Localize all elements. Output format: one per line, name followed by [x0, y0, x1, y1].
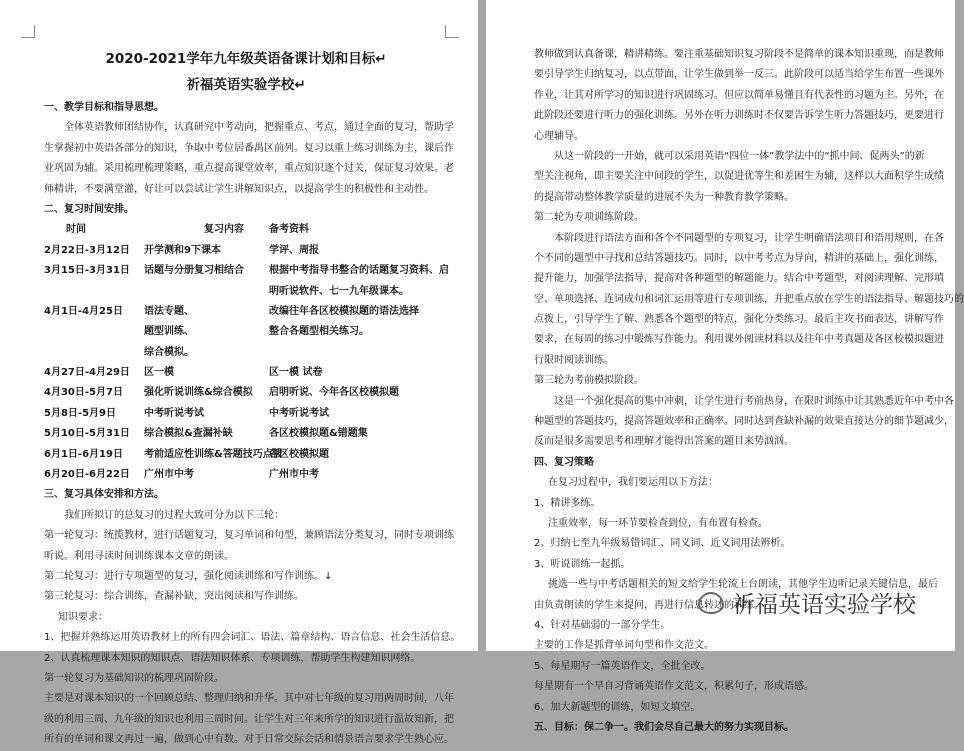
document-page-2 [486, 0, 964, 733]
section-heading: 四、复习策略 [534, 456, 594, 468]
paragraph-line: 3、听说训练一起抓。 [534, 558, 631, 570]
paragraph-line: 第三轮复习：综合训练，查漏补缺，突出阅读和写作训练。 [44, 591, 304, 603]
schedule-date: 5月8日-5月9日 [44, 407, 116, 419]
paragraph-line: 级的利用三周、九年级的知识也利用三周时间。让学生对三年来所学的知识进行温故知新，把 [44, 713, 454, 725]
paragraph-line: 空、单项选择、连词成句和词汇运用等进行专项训练，并把重点放在学生的语法指导、解题技巧的 [534, 293, 964, 305]
schedule-content: 综合模拟。 [144, 346, 194, 358]
schedule-date: 4月1日-4月25日 [44, 305, 123, 317]
paragraph-line: 由负责朗读的学生来提问，再进行信息转述的训练。 [534, 599, 764, 611]
paragraph-line: 1、精讲多练。 [534, 497, 601, 509]
schedule-date: 5月10日-5月31日 [44, 428, 130, 440]
schedule-content: 题型训练、 [144, 326, 194, 338]
schedule-material: 中考听说考试 [269, 407, 329, 419]
schedule-date [44, 343, 144, 363]
schedule-row [44, 241, 448, 261]
schedule-content: 中考听说考试 [144, 407, 204, 419]
paragraph-line: 1、把握并熟练运用英语教材上的所有四会词汇、语法、篇章结构、语言信息、社会生活信息。 [44, 632, 461, 644]
schedule-header [44, 220, 448, 240]
paragraph-line: 第二轮复习：进行专项题型的复习，强化阅读训练和写作训练。↓ [44, 570, 333, 582]
schedule-date: 3月15日-3月31日 [44, 265, 130, 277]
header-time: 时间 [66, 224, 86, 236]
paragraph-line: 要引导学生归纳复习，以点带面，让学生做到举一反三。此阶段可以适当给学生布置一些课外 [534, 69, 944, 81]
header-material: 备考资料 [269, 224, 309, 236]
schedule-date: 6月1日-6月19日 [44, 448, 123, 460]
paragraph-line: 师精讲，不要满堂灌，好让可以尝试让学生讲解知识点，以提高学生的积极性和主动性。 [44, 183, 434, 195]
crop-mark [22, 25, 35, 38]
schedule-row [44, 465, 448, 485]
paragraph-line: 4、针对基础弱的一部分学生。 [534, 619, 671, 631]
schedule-row [44, 363, 448, 383]
schedule-row [44, 404, 448, 424]
paragraph-line: 6、加大新题型的训练，如短文填空。 [534, 701, 701, 713]
schedule-row [44, 261, 448, 281]
paragraph-line: 在复习过程中，我们要运用以下方法： [548, 477, 718, 489]
paragraph-line: 2、认真梳理课本知识的知识点、语法知识体系、专项训练，帮助学生构建知识网络。 [44, 652, 421, 664]
document-title: 2020-2021学年九年级英语备课计划和目标↵ [105, 51, 387, 67]
paragraph-line: 提升能力，加强学法指导，提高对各种题型的解题能力。结合中考题型，对阅读理解、完形填 [534, 273, 944, 285]
schedule-row [44, 302, 448, 322]
paragraph-line: 主要的工作是抓背单词句型和作文范文。 [534, 640, 714, 652]
schedule-material: 各区校模拟题 [269, 448, 329, 460]
section-heading: 二、复习时间安排。 [44, 203, 134, 215]
page-2-content [534, 45, 964, 738]
paragraph-line: 5、每星期写一篇英语作文，全批全改。 [534, 660, 711, 672]
schedule-content: 强化听说训练&综合模拟 [144, 387, 253, 399]
paragraph-line: 第二轮为专项训练阶段。 [534, 212, 644, 224]
schedule-date [44, 282, 144, 302]
paragraph-line: 第一轮复习为基础知识的梳理巩固阶段。 [44, 672, 224, 684]
paragraph-line: 生掌握初中英语各部分的知识，争取中考位居番禺区前列。复习以重上练习训练为主，课后作 [44, 142, 454, 154]
watermark-text: 祈福英语实验学校 [732, 592, 916, 618]
schedule-date [44, 322, 144, 342]
schedule-material: 明听说软件、七一九年级课本。 [269, 285, 409, 297]
schedule-row [44, 282, 448, 302]
section-heading: 三、复习具体安排和方法。 [44, 489, 164, 501]
schedule-content: 广州市中考 [144, 469, 194, 481]
schedule-content: 区一模 [144, 367, 174, 379]
schedule-date: 4月30日-5月7日 [44, 387, 123, 399]
schedule-row [44, 383, 448, 403]
paragraph-line: 我们所拟订的总复习的过程大致可分为以下三轮： [64, 509, 284, 521]
paragraph-line: 每星期有一个早自习背诵英语作文范文，积累句子，形成语感。 [534, 681, 814, 693]
paragraph-line: 种题型的答题技巧，提高答题效率和正确率。同时达到查缺补漏的效果直接达分的细节题减少， [534, 416, 954, 428]
paragraph-line: 反而是很多需要思考和理解才能得出答案的题目来势汹汹。 [534, 436, 794, 448]
paragraph-line: 业巩固为辅。采用梳理梳理策略，重点提高课堂效率，重点知识逐个过关，保证复习效果。老 [44, 163, 454, 175]
paragraph-line: 第三轮为考前模拟阶段。 [534, 375, 644, 387]
schedule-material: 启明听说、今年各区校模拟题 [269, 387, 399, 399]
paragraph-line: 注重效率，每一环节要检查到位，有布置有检查。 [548, 517, 768, 529]
paragraph-line: 听说。利用寻读时间训练课本文章的朗读。 [44, 550, 234, 562]
schedule-material: 整合各题型相关练习。 [269, 326, 369, 338]
document-page-1 [0, 0, 478, 746]
paragraph-line: 所有的单词和课文再过一遍，做到心中有数。对于日常交际会话和情景语言要求学生熟心应。 [44, 734, 454, 746]
paragraph-line: 2、归纳七至九年级易错词汇、同义词、近义词用法辨析。 [534, 538, 791, 550]
schedule-table [44, 241, 448, 486]
schedule-content: 综合模拟&查漏补缺 [144, 428, 233, 440]
schedule-content: 开学测和9下课本 [144, 244, 221, 256]
watermark [698, 586, 916, 619]
goal-line: 五、目标：保二争一。我们会尽自己最大的努力实现目标。 [534, 721, 794, 733]
schedule-row [44, 445, 448, 465]
paragraph-line: 第一轮复习：统揽教材，进行话题复习，复习单词和句型，兼顾语法分类复习，同时专项训练 [44, 530, 454, 542]
paragraph-line: 个不同的题型中寻找和总结答题技巧。同时，以中考考点为导向，精讲的基础上，强化训练， [534, 252, 944, 264]
paragraph-line: 本阶段进行语法方面和各个不同题型的专项复习，让学生明确语法项目和语用规则，在各 [554, 232, 944, 244]
paragraph-line: 此阶段还要进行听力的强化训练。另外在听力训练时不仅要告诉学生听力答题技巧，更要进行 [534, 110, 944, 122]
schedule-row [44, 424, 448, 444]
paragraph-line: 行限时阅读训练。 [534, 354, 614, 366]
schedule-date: 4月27日-4月29日 [44, 367, 130, 379]
paragraph-line: 型关注视角，即主要关注中间段的学生，以促进优等生和差困生为辅，这样以大面积学生成绩 [534, 171, 944, 183]
paragraph-line: 心理辅导。 [534, 130, 584, 142]
schedule-date: 6月20日-6月22日 [44, 469, 130, 481]
schedule-material: 区一模 试卷 [269, 367, 323, 379]
paragraph-line: 全体英语教师团结协作，认真研究中考动向，把握重点、考点，通过全面的复习，帮助学 [64, 122, 454, 134]
school-name: 祈福英语实验学校↵ [186, 77, 306, 93]
schedule-material: 各区校模拟题&错题集 [269, 428, 368, 440]
paragraph-line: 教师做到认真备课，精讲精练。要注重基础知识复习阶段不是简单的课本知识重现，而是教师 [534, 49, 944, 60]
header-content: 复习内容 [204, 224, 244, 236]
schedule-content: 考前适应性训练&答题技巧点拨 [144, 448, 283, 460]
schedule-row [44, 322, 448, 342]
paragraph-line: 要求，在每周的练习中锻炼写作能力。利用课外阅读材料以及往年中考真题及各区校模拟题进 [534, 334, 944, 346]
crop-mark [445, 25, 458, 38]
wechat-icon [698, 592, 724, 614]
paragraph-line: 这是一个强化提高的集中冲刺，让学生进行考前热身，在限时训练中让其熟悉近年中考中各 [554, 395, 954, 407]
schedule-material: 改编往年各区校模拟题的语法选择 [269, 305, 419, 317]
paragraph-line: 知识要求： [58, 611, 108, 623]
schedule-content [144, 282, 269, 302]
page-1-content [44, 46, 461, 751]
schedule-content: 语法专题、 [144, 305, 194, 317]
paragraph-line: 的提高带动整体教学质量的进展不失为一种教育教学策略。 [534, 191, 794, 203]
section-heading: 一、教学目标和指导思想。 [44, 102, 164, 113]
schedule-date: 2月22日-3月12日 [44, 244, 130, 256]
schedule-material [269, 343, 448, 363]
paragraph-line: 挑选一些与中考话题相关的短文给学生轮流上台朗读，其他学生边听记录关键信息，最后 [548, 579, 938, 591]
schedule-material: 广州市中考 [269, 469, 319, 481]
schedule-row [44, 343, 448, 363]
paragraph-line: 作业，让其对所学习的知识进行巩固练习。但应以简单易懂且有代表性的习题为主。另外，在 [534, 89, 944, 101]
schedule-content: 话题与分册复习相结合 [144, 265, 244, 277]
paragraph-line: 点拨上，引导学生了解、熟悉各个题型的特点，强化分类练习。最后主攻书面表达，讲解写作 [534, 314, 944, 326]
schedule-material: 根据中考指导书整合的话题复习资料、启 [269, 265, 449, 277]
paragraph-line: 主要是对课本知识的一个回顾总结、整理归纳和升华。其中对七年级的复习用两周时间，八年 [44, 693, 454, 705]
paragraph-line: 从这一阶段的一开始，就可以采用英语“四位一体”教学法中的“抓中间、促两头”的新 [554, 150, 925, 162]
schedule-material: 学评、周报 [269, 244, 319, 256]
